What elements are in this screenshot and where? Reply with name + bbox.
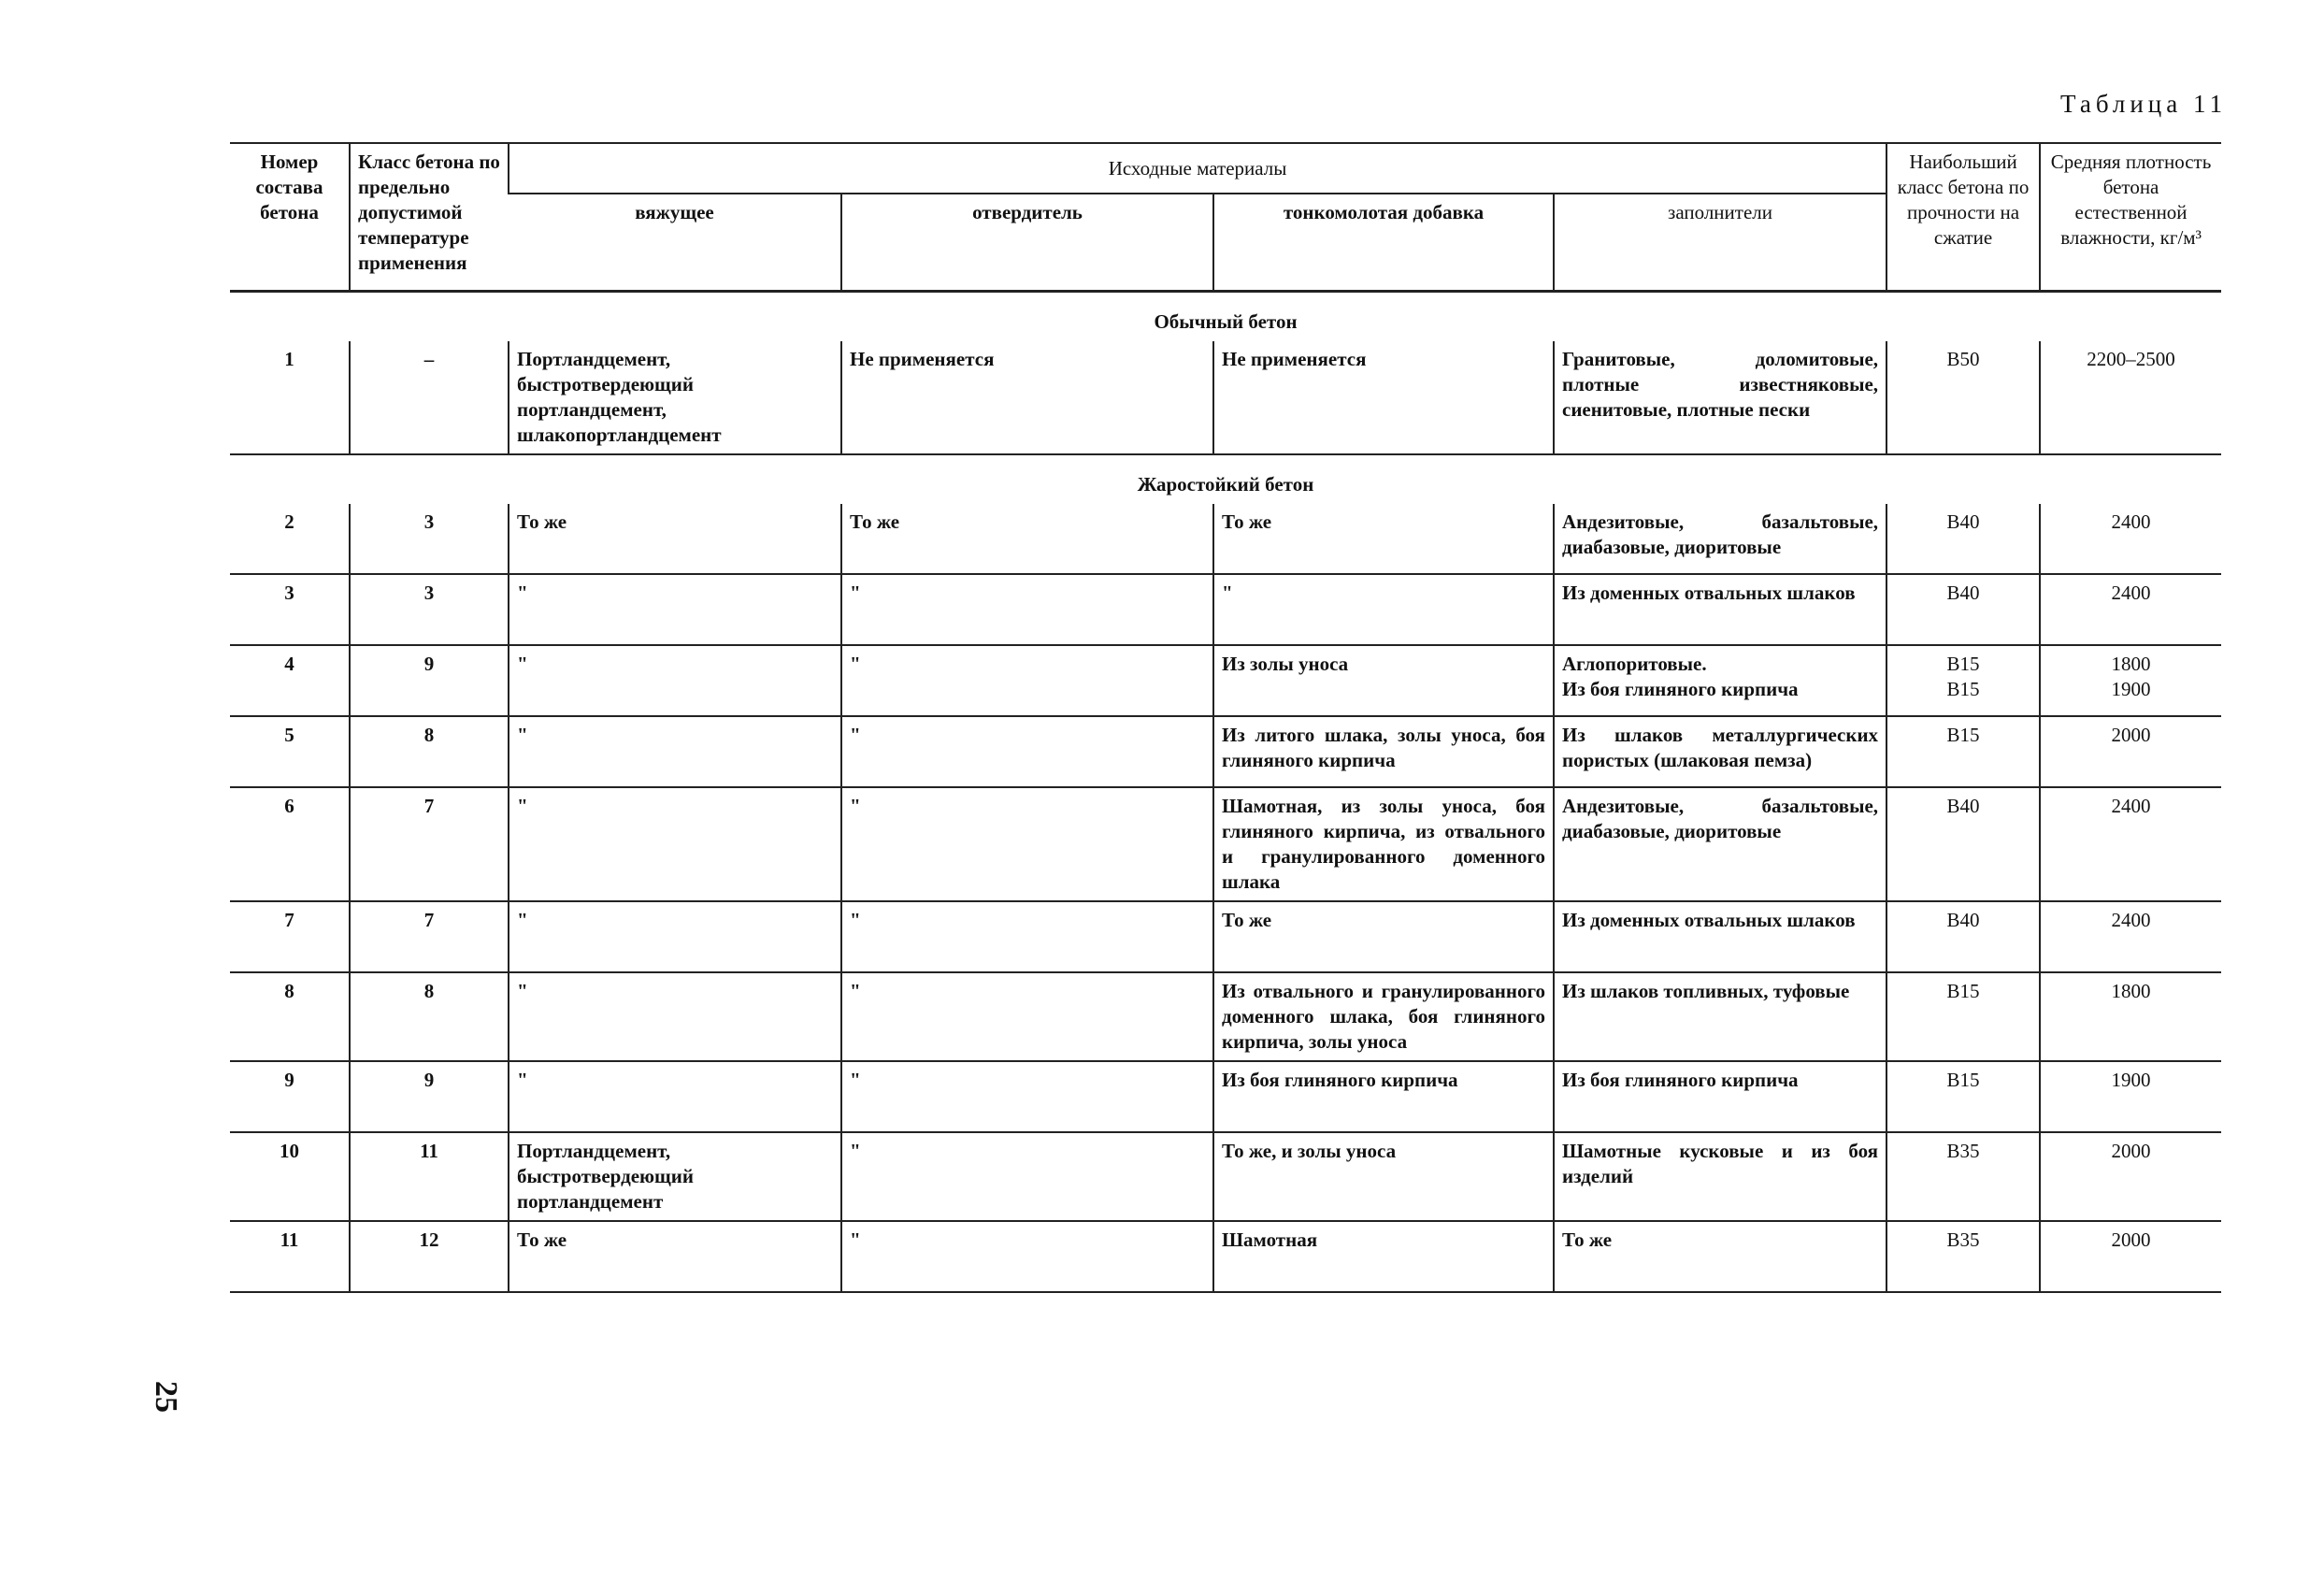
cell-aggregates: То же <box>1554 1221 1886 1292</box>
cell-max-class: B40 <box>1886 504 2040 574</box>
header-density: Средняя плотность бетона естественной влажности, кг/м³ <box>2040 143 2221 292</box>
cell-class-temp: 11 <box>350 1132 509 1221</box>
cell-additive: То же <box>1213 901 1554 972</box>
cell-number: 2 <box>230 504 350 574</box>
cell-aggregates-line: Из боя глиняного кирпича <box>1562 678 1799 700</box>
cell-additive: " <box>1213 574 1554 645</box>
header-materials: Исходные материалы <box>509 143 1886 194</box>
cell-density: 2400 <box>2040 574 2221 645</box>
cell-max-class: B35 <box>1886 1132 2040 1221</box>
cell-additive: Из золы уноса <box>1213 645 1554 716</box>
cell-max-class: B35 <box>1886 1221 2040 1292</box>
cell-additive: Шамотная, из золы уноса, боя глиняного кирпича, из отвального и гранулированного доменного шлака <box>1213 787 1554 901</box>
cell-additive: То же, и золы уноса <box>1213 1132 1554 1221</box>
cell-max-class: B50 <box>1886 341 2040 454</box>
cell-density: 2200–2500 <box>2040 341 2221 454</box>
table-row <box>230 1221 2221 1292</box>
header-max-class: Наибольший класс бетона по прочности на сжатие <box>1886 143 2040 292</box>
table-row <box>230 972 2221 1061</box>
cell-class-temp: 3 <box>350 504 509 574</box>
cell-number: 8 <box>230 972 350 1061</box>
cell-hardener: " <box>841 574 1213 645</box>
table-body <box>230 292 2221 1293</box>
cell-binder: " <box>509 972 841 1061</box>
cell-hardener: " <box>841 1221 1213 1292</box>
cell-density: 2400 <box>2040 901 2221 972</box>
cell-number: 1 <box>230 341 350 454</box>
cell-class-temp: 3 <box>350 574 509 645</box>
section-heat-resistant: Жаростойкий бетон <box>1137 473 1314 496</box>
cell-binder: То же <box>509 1221 841 1292</box>
cell-density: 2400 <box>2040 787 2221 901</box>
cell-number: 5 <box>230 716 350 787</box>
cell-class-temp: 7 <box>350 901 509 972</box>
cell-additive: Из боя глиняного кирпича <box>1213 1061 1554 1132</box>
cell-additive: Не применяется <box>1213 341 1554 454</box>
cell-class-temp: 9 <box>350 645 509 716</box>
cell-number: 11 <box>230 1221 350 1292</box>
concrete-compositions-table <box>230 142 2221 1293</box>
table-row <box>230 341 2221 454</box>
cell-hardener: " <box>841 787 1213 901</box>
table-row <box>230 504 2221 574</box>
table-title: Таблица 11 <box>2060 90 2227 118</box>
cell-binder: " <box>509 574 841 645</box>
table-row <box>230 1061 2221 1132</box>
table-row <box>230 716 2221 787</box>
header-class-temp: Класс бетона по предельно допустимой температуре применения <box>350 143 509 292</box>
cell-density-line: 1800 <box>2111 653 2151 675</box>
cell-class-temp: 7 <box>350 787 509 901</box>
cell-binder: " <box>509 716 841 787</box>
header-additive: тонкомолотая добавка <box>1213 194 1554 292</box>
cell-density: 2000 <box>2040 1132 2221 1221</box>
cell-additive: Из отвального и гранулированного доменного шлака, боя глиняного кирпича, золы уноса <box>1213 972 1554 1061</box>
cell-density: 2000 <box>2040 716 2221 787</box>
cell-max-class <box>1886 645 2040 716</box>
cell-binder: То же <box>509 504 841 574</box>
cell-density <box>2040 645 2221 716</box>
cell-max-class: B40 <box>1886 574 2040 645</box>
cell-additive: Из литого шлака, золы уноса, боя глиняного кирпича <box>1213 716 1554 787</box>
cell-number: 4 <box>230 645 350 716</box>
cell-aggregates: Из доменных отвальных шлаков <box>1554 901 1886 972</box>
cell-aggregates: Андезитовые, базальтовые, диабазовые, диоритовые <box>1554 787 1886 901</box>
cell-number: 7 <box>230 901 350 972</box>
cell-aggregates: Из доменных отвальных шлаков <box>1554 574 1886 645</box>
cell-hardener: " <box>841 716 1213 787</box>
cell-max-class-line: B15 <box>1946 678 1980 700</box>
cell-hardener: " <box>841 1061 1213 1132</box>
table-row <box>230 901 2221 972</box>
cell-binder: Портландцемент, быстротвердеющий портландцемент <box>509 1132 841 1221</box>
cell-binder: " <box>509 787 841 901</box>
cell-binder: " <box>509 901 841 972</box>
header-aggregates: заполнители <box>1554 194 1886 292</box>
cell-aggregates: Из боя глиняного кирпича <box>1554 1061 1886 1132</box>
cell-density: 2000 <box>2040 1221 2221 1292</box>
cell-number: 9 <box>230 1061 350 1132</box>
table-row <box>230 574 2221 645</box>
cell-aggregates: Из шлаков топливных, туфовые <box>1554 972 1886 1061</box>
cell-hardener: " <box>841 901 1213 972</box>
cell-max-class: B15 <box>1886 972 2040 1061</box>
table-row <box>230 787 2221 901</box>
cell-aggregates: Шамотные кусковые и из боя изделий <box>1554 1132 1886 1221</box>
cell-binder: Портландцемент, быстротвердеющий портландцемент, шлакопортландцемент <box>509 341 841 454</box>
table-row <box>230 645 2221 716</box>
cell-hardener: Не применяется <box>841 341 1213 454</box>
cell-class-temp: 9 <box>350 1061 509 1132</box>
cell-number: 3 <box>230 574 350 645</box>
header-binder: вяжущее <box>509 194 841 292</box>
cell-density: 1800 <box>2040 972 2221 1061</box>
cell-density: 2400 <box>2040 504 2221 574</box>
cell-number: 6 <box>230 787 350 901</box>
cell-hardener: То же <box>841 504 1213 574</box>
cell-aggregates: Из шлаков металлургических пористых (шлаковая пемза) <box>1554 716 1886 787</box>
cell-max-class-line: B15 <box>1946 653 1980 675</box>
page-number: 25 <box>149 1381 183 1413</box>
cell-aggregates-line: Аглопоритовые. <box>1562 653 1707 675</box>
cell-density-line: 1900 <box>2111 678 2151 700</box>
cell-number: 10 <box>230 1132 350 1221</box>
cell-class-temp: – <box>350 341 509 454</box>
cell-hardener: " <box>841 1132 1213 1221</box>
cell-max-class: B40 <box>1886 901 2040 972</box>
cell-additive: Шамотная <box>1213 1221 1554 1292</box>
cell-binder: " <box>509 645 841 716</box>
cell-max-class: B15 <box>1886 716 2040 787</box>
cell-aggregates <box>1554 645 1886 716</box>
cell-max-class: B40 <box>1886 787 2040 901</box>
cell-class-temp: 12 <box>350 1221 509 1292</box>
cell-max-class: B15 <box>1886 1061 2040 1132</box>
cell-aggregates: Андезитовые, базальтовые, диабазовые, диоритовые <box>1554 504 1886 574</box>
table-row <box>230 1132 2221 1221</box>
cell-hardener: " <box>841 972 1213 1061</box>
cell-binder: " <box>509 1061 841 1132</box>
cell-class-temp: 8 <box>350 972 509 1061</box>
section-ordinary: Обычный бетон <box>1154 310 1298 333</box>
header-hardener: отвердитель <box>841 194 1213 292</box>
cell-aggregates: Гранитовые, доломитовые, плотные известняковые, сиенитовые, плотные пески <box>1554 341 1886 454</box>
cell-additive: То же <box>1213 504 1554 574</box>
cell-density: 1900 <box>2040 1061 2221 1132</box>
header-number: Номер состава бетона <box>230 143 350 292</box>
cell-hardener: " <box>841 645 1213 716</box>
cell-class-temp: 8 <box>350 716 509 787</box>
